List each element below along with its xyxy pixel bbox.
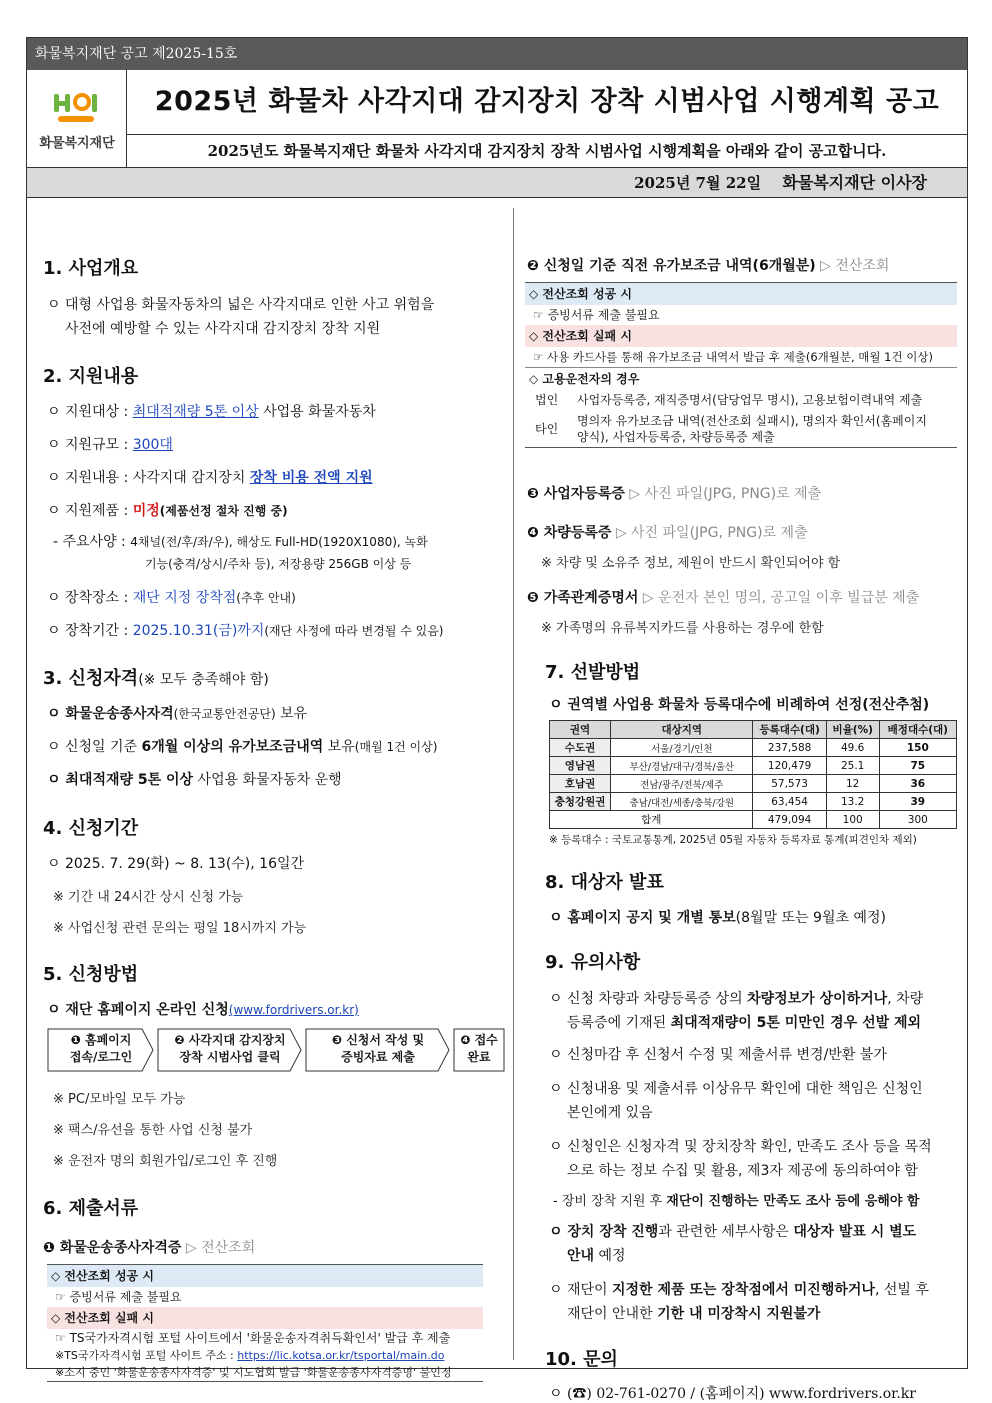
table-cell: 수도권 (550, 739, 611, 757)
doc1-fail-header: ◇ 전산조회 실패 시 (47, 1307, 483, 1329)
selection-col-header: 비율(%) (826, 721, 879, 739)
table-cell: 36 (879, 775, 956, 793)
install-period (47, 620, 444, 640)
apply-period: ㅇ 2025. 7. 29(화) ~ 8. 13(수), 16일간 (47, 856, 305, 872)
doc2-success-header: ◇ 전산조회 성공 시 (525, 283, 957, 305)
step-2 (157, 1028, 303, 1072)
c5-mid: 과 관련한 세부사항은 (658, 1224, 789, 1240)
c5-l2-bold: 안내 (567, 1248, 595, 1264)
table-cell: 120,479 (753, 757, 826, 775)
section-1-title: 1. 사업개요 (43, 258, 139, 279)
step-2-line1: ❷ 사각지대 감지장치 (174, 1033, 286, 1047)
doc5-arrow: ▷ 운전자 본인 명의, 공고일 이후 빌급분 제출 (642, 590, 920, 606)
table-cell: 63,454 (753, 793, 826, 811)
c5-l2-rest: 예정 (598, 1248, 626, 1264)
doc1-fail-line2 (47, 1347, 483, 1364)
employed-header: ◇ 고용운전자의 경우 (525, 367, 957, 389)
install-place-note: (추후 안내) (236, 591, 296, 605)
corp-label: 법인 (535, 393, 559, 407)
c6-pre: ㅇ 재단이 (549, 1282, 608, 1298)
s1-line1: ㅇ 대형 사업용 화물자동차의 넓은 사각지대로 인한 사고 위험을 (47, 297, 435, 313)
caution-2: ㅇ 신청마감 후 신청서 수정 및 제출서류 변경/반환 불가 (549, 1047, 887, 1063)
caution-1-line1 (549, 988, 923, 1008)
selection-table-header (550, 721, 957, 739)
doc5-title: ❺ 가족관계증명서 (527, 590, 639, 606)
c6-l2-bold: 기한 내 미장착시 지원불가 (657, 1306, 821, 1322)
table-cell: 100 (826, 811, 879, 829)
doc5-heading (527, 587, 919, 607)
tsportal-link[interactable]: https://lic.kotsa.or.kr/tsportal/main.do (237, 1349, 445, 1362)
table-row (550, 739, 957, 757)
support-content (47, 467, 373, 487)
doc1-success-text: ☞ 증빙서류 제출 불필요 (55, 1290, 182, 1304)
c1-pre: ㅇ 신청 차량과 차량등록증 상의 (549, 991, 743, 1007)
doc1-box (47, 1264, 483, 1382)
spec-label: - 주요사양 : (53, 534, 126, 550)
s3-item2-rest: 보유 (327, 739, 355, 755)
table-cell: 300 (879, 811, 956, 829)
spec-value-1: 4채널(전/후/좌/우), 해상도 Full-HD(1920X1080), 녹화 (130, 535, 428, 549)
doc5-note: ※ 가족명의 유류복지카드를 사용하는 경우에 한함 (541, 621, 824, 636)
announcement-line (549, 907, 886, 927)
support-scale (47, 434, 173, 454)
support-product-label: ㅇ 지원제품 : (47, 503, 129, 519)
other-value-1: 명의자 유가보조금 내역(전산조회 실패시), 명의자 확인서(홈페이지 (577, 414, 927, 428)
c5-bold2: 대상자 발표 시 별도 (793, 1224, 917, 1240)
foundation-logo-icon (52, 92, 102, 128)
section-8-title: 8. 대상자 발표 (545, 872, 664, 893)
support-content-highlight: 장착 비용 전액 지원 (249, 470, 373, 486)
support-target (47, 401, 376, 421)
step-3-line2: 증빙자료 제출 (341, 1050, 415, 1064)
s3-item2-bold: 6개월 이상의 유가보조금내역 (141, 739, 324, 755)
s3-item2-note: (매월 1건 이상) (354, 740, 438, 754)
document-frame (26, 37, 968, 1402)
header (27, 70, 967, 168)
s3-item3 (47, 769, 342, 789)
contact-info: ㅇ (☎) 02-761-0270 / (홈페이지) www.fordrivers.or.kr (549, 1386, 916, 1402)
announcement-bold: ㅇ 홈페이지 공지 및 개별 통보 (549, 910, 736, 926)
step-1-line2: 접속/로그인 (69, 1050, 133, 1064)
table-row (550, 757, 957, 775)
announcement-rest: (8월말 또는 9월초 예정) (735, 910, 886, 926)
corp-row (525, 389, 957, 411)
logo-text: 화물복지재단 (39, 136, 115, 151)
s4-note1: ※ 기간 내 24시간 상시 신청 가능 (53, 890, 244, 905)
support-scale-label: ㅇ 지원규모 : (47, 437, 129, 453)
caution-3-line2: 본인에게 있음 (567, 1105, 653, 1121)
selection-table (549, 720, 957, 829)
doc2-fail-header: ◇ 전산조회 실패 시 (525, 325, 957, 347)
c5-bold: ㅇ 장치 장착 진행 (549, 1224, 659, 1240)
logo (27, 70, 127, 168)
c4-sub-pre: - 장비 장착 지원 후 (553, 1194, 663, 1209)
other-value-2: 양식), 사업자등록증, 차량등록증 제출 (577, 430, 775, 444)
section-5-title: 5. 신청방법 (43, 964, 139, 985)
doc2-box (525, 282, 957, 448)
table-cell: 57,573 (753, 775, 826, 793)
s3-item1-note: (한국교통안전공단) (173, 707, 276, 721)
support-product-note: (제품선정 절차 진행 중) (159, 504, 288, 518)
table-cell: 150 (879, 739, 956, 757)
s5-note2: ※ 팩스/유선을 통한 사업 신청 불가 (53, 1123, 253, 1138)
selection-col-header: 권역 (550, 721, 611, 739)
step-2-line2: 장착 시범사업 클릭 (179, 1050, 281, 1064)
table-cell: 충남/대전/세종/충북/강원 (611, 793, 753, 811)
homepage-link[interactable]: (www.fordrivers.or.kr) (228, 1003, 359, 1017)
install-place (47, 587, 296, 607)
s3-item1-bold: ㅇ 화물운송종사자격 (47, 706, 174, 722)
doc2-fail-text: ☞ 사용 카드사를 통해 유가보조금 내역서 발급 후 제출(6개월분, 매월 1건 이상) (533, 350, 933, 364)
section-6-title: 6. 제출서류 (43, 1198, 139, 1219)
section-7-title: 7. 선발방법 (545, 662, 641, 683)
doc1-arrow: ▷ 전산조회 (185, 1240, 256, 1256)
doc2-arrow: ▷ 전산조회 (820, 258, 890, 274)
apply-steps (47, 1028, 503, 1074)
caution-4-line2: 으로 하는 정보 수집 및 활용, 제3자 제공에 동의하여야 함 (567, 1163, 918, 1179)
doc2-heading (527, 255, 889, 275)
doc1-fail-line3: ※소지 중인 '화물운송종사자격증' 및 시도협회 발급 '화물운송종사자격증명' 불인정 (55, 1366, 452, 1379)
selection-source: ※ 등록대수 : 국토교통통계, 2025년 05월 자동차 등록자료 통계(피견인차 제외) (549, 834, 917, 846)
s5-note3: ※ 운전자 명의 회원가입/로그인 후 진행 (53, 1154, 278, 1169)
caution-3-line1: ㅇ 신청내용 및 제출서류 이상유무 확인에 대한 책임은 신청인 (549, 1081, 923, 1097)
date-bar (27, 168, 967, 198)
spec-value-2: 기능(충격/상시/주차 등), 저장용량 256GB 이상 등 (145, 557, 412, 571)
doc3-title: ❸ 사업자등록증 (527, 486, 625, 502)
doc1-title: ❶ 화물운송종사자격증 (43, 1240, 182, 1256)
s3-item3-bold: ㅇ 최대적재량 5톤 이상 (47, 772, 194, 788)
step-1-line1: ❶ 홈페이지 (70, 1033, 132, 1047)
table-cell: 영남권 (550, 757, 611, 775)
doc3-arrow: ▷ 사진 파일(JPG, PNG)로 제출 (629, 486, 822, 502)
section-10-title: 10. 문의 (545, 1349, 618, 1370)
support-target-highlight: 최대적재량 5톤 이상 (132, 404, 259, 420)
support-product (47, 500, 288, 520)
step-4-line2: 완료 (467, 1050, 491, 1064)
table-cell: 호남권 (550, 775, 611, 793)
support-target-label: ㅇ 지원대상 : (47, 404, 129, 420)
c6-l2-pre: 재단이 안내한 (567, 1306, 653, 1322)
table-cell: 충청강원권 (550, 793, 611, 811)
doc4-note: ※ 차량 및 소유주 정보, 제원이 반드시 확인되어야 함 (541, 556, 841, 571)
selection-method: ㅇ 권역별 사업용 화물차 등록대수에 비례하여 선정(전산추첨) (549, 697, 930, 713)
apply-method (47, 999, 359, 1019)
support-content-label: ㅇ 지원내용 : (47, 470, 129, 486)
section-9-title: 9. 유의사항 (545, 952, 641, 973)
step-3-line1: ❸ 신청서 작성 및 (331, 1033, 425, 1047)
c1-bold: 차량정보가 상이하거나 (747, 991, 888, 1007)
table-cell: 49.6 (826, 739, 879, 757)
table-row (550, 793, 957, 811)
c1-l2-bold: 최대적재량이 5톤 미만인 경우 선발 제외 (670, 1015, 922, 1031)
issuer: 화물복지재단 이사장 (782, 173, 927, 192)
table-cell: 25.1 (826, 757, 879, 775)
section-3-title: 3. 신청자격 (43, 668, 139, 689)
announce-date: 2025년 7월 22일 (634, 174, 762, 192)
table-cell: 13.2 (826, 793, 879, 811)
install-period-label: ㅇ 장착기간 : (47, 623, 129, 639)
table-cell: 서울/경기/인천 (611, 739, 753, 757)
apply-method-text: ㅇ 재단 홈페이지 온라인 신청 (47, 1002, 229, 1018)
table-cell: 부산/경남/대구/경북/울산 (611, 757, 753, 775)
c1-post: , 차량 (887, 991, 924, 1007)
table-cell: 합계 (550, 811, 753, 829)
selection-col-header: 배정대수(대) (879, 721, 956, 739)
s3-item1 (47, 703, 307, 723)
table-cell: 237,588 (753, 739, 826, 757)
install-period-note: (재단 사정에 따라 변경될 수 있음) (264, 624, 444, 638)
doc1-fail-line1: ☞ TS국가자격시험 포털 사이트에서 '화물운송자격취득확인서' 발급 후 제출 (55, 1331, 451, 1345)
step-4-line1: ❹ 접수 (460, 1033, 498, 1047)
install-place-label: ㅇ 장착장소 : (47, 590, 129, 606)
s4-note2: ※ 사업신청 관련 문의는 평일 18시까지 가능 (53, 921, 307, 936)
install-period-value: 2025.10.31(금)까지 (132, 623, 265, 639)
support-scale-value: 300대 (132, 437, 173, 453)
table-total-row (550, 811, 957, 829)
caution-1-line2 (567, 1012, 921, 1032)
doc4-title: ❹ 차량등록증 (527, 525, 612, 541)
table-cell: 75 (879, 757, 956, 775)
step-3 (305, 1028, 451, 1072)
doc4-arrow: ▷ 사진 파일(JPG, PNG)로 제출 (615, 525, 808, 541)
caution-5-line1 (549, 1221, 916, 1241)
s3-item2 (47, 736, 437, 756)
subtitle: 2025년도 화물복지재단 화물차 사각지대 감지장치 장착 시범사업 시행계획을 아래와 같이 공고합니다. (127, 134, 967, 168)
doc2-success-text: ☞ 증빙서류 제출 불필요 (533, 308, 660, 322)
doc1-success-header: ◇ 전산조회 성공 시 (47, 1265, 483, 1287)
caution-5-line2 (567, 1245, 626, 1265)
caution-4-line1: ㅇ 신청인은 신청자격 및 장치장착 확인, 만족도 조사 등을 목적 (549, 1139, 932, 1155)
table-cell: 39 (879, 793, 956, 811)
corp-value: 사업자등록증, 재직증명서(담당업무 명시), 고용보험이력내역 제출 (577, 393, 923, 407)
caution-6-line2 (567, 1303, 820, 1323)
section-2-title: 2. 지원내용 (43, 366, 139, 387)
doc2-title: ❷ 신청일 기준 직전 유가보조금 내역(6개월분) (527, 258, 816, 274)
doc3-heading (527, 483, 821, 503)
section-3-heading (43, 664, 269, 690)
doc1-heading (43, 1237, 255, 1257)
selection-table-body (550, 739, 957, 829)
table-cell: 전남/광주/전북/제주 (611, 775, 753, 793)
support-target-rest: 사업용 화물자동차 (263, 404, 376, 420)
support-product-value: 미정 (132, 503, 160, 519)
install-place-value: 재단 지정 장착점 (132, 590, 237, 606)
step-4 (453, 1028, 505, 1072)
table-cell: 479,094 (753, 811, 826, 829)
other-row (525, 411, 957, 447)
doc4-heading (527, 522, 808, 542)
support-content-pre: 사각지대 감지장치 (132, 470, 246, 486)
step-1 (47, 1028, 155, 1072)
s3-item1-rest: 보유 (280, 706, 308, 722)
spec-line1 (53, 531, 428, 551)
section-3-note: (※ 모두 충족해야 함) (138, 672, 269, 688)
c4-sub-bold: 재단이 진행하는 만족도 조사 등에 응해야 함 (666, 1194, 920, 1209)
s3-item2-pre: ㅇ 신청일 기준 (47, 739, 138, 755)
table-cell: 12 (826, 775, 879, 793)
caution-6-line1 (549, 1279, 929, 1299)
c6-post: , 선빌 후 (874, 1282, 929, 1298)
selection-col-header: 대상지역 (611, 721, 753, 739)
selection-col-header: 등록대수(대) (753, 721, 826, 739)
notice-number: 화물복지재단 공고 제2025-15호 (27, 38, 967, 70)
s3-item3-rest: 사업용 화물자동차 운행 (197, 772, 342, 788)
s5-note1: ※ PC/모바일 모두 가능 (53, 1092, 186, 1107)
other-label: 타인 (535, 422, 559, 436)
column-divider (513, 208, 514, 1360)
tsportal-label: ※TS국가자격시험 포털 사이트 주소 : (55, 1349, 234, 1362)
section-4-title: 4. 신청기간 (43, 818, 139, 839)
s1-line2: 사전에 예방할 수 있는 사각지대 감지장치 장착 지원 (65, 321, 381, 337)
c1-l2-pre: 등록증에 기재된 (567, 1015, 667, 1031)
table-row (550, 775, 957, 793)
page-title: 2025년 화물차 사각지대 감지장치 장착 시범사업 시행계획 공고 (154, 86, 940, 117)
c6-bold: 지정한 제품 또는 장착점에서 미진행하거나 (612, 1282, 875, 1298)
caution-4-sub (553, 1190, 919, 1209)
